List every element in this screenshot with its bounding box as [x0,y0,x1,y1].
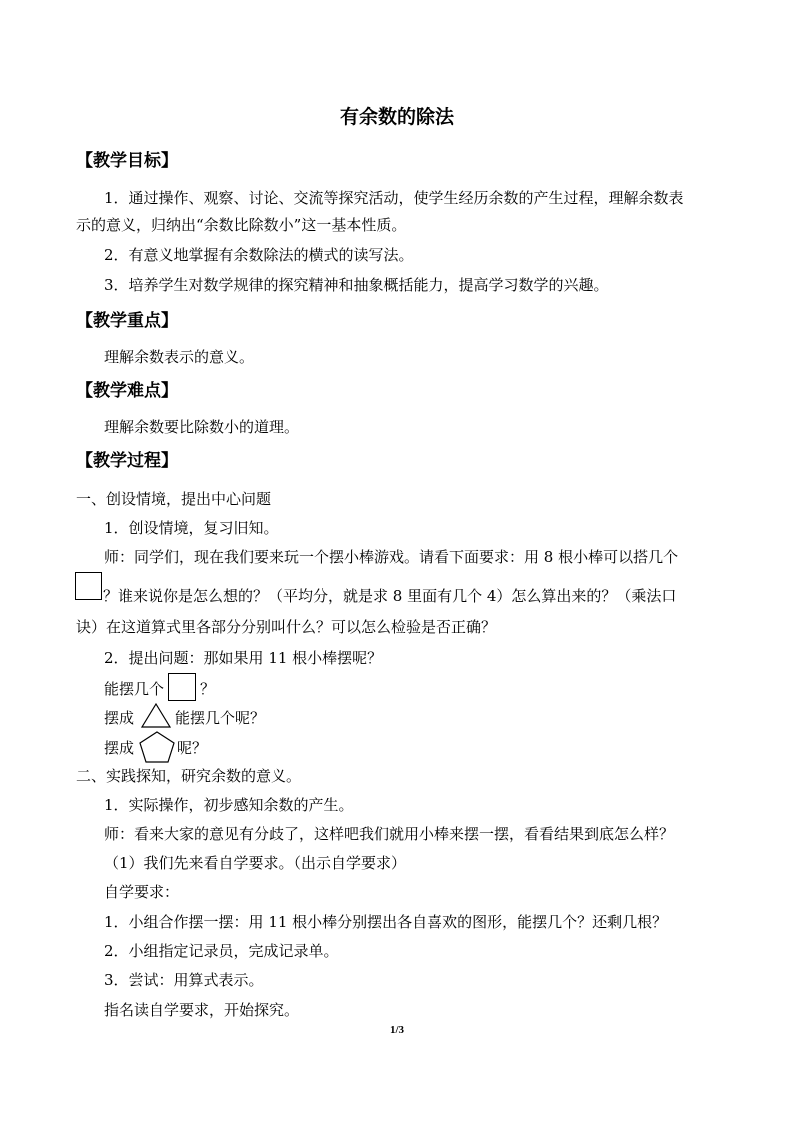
part-2-title: 二、实践探知，研究余数的意义。 [76,767,302,785]
question-square-text: 能摆几个 [104,680,165,698]
objectives-heading: 【教学目标】 [76,151,178,171]
question-triangle-text: 能摆几个呢？ [175,709,266,727]
objective-1-line-1: 1．通过操作、观察、讨论、交流等探究活动，使学生经历余数的产生过程，理解余数表 [104,189,684,207]
difficulty-heading: 【教学难点】 [76,381,178,401]
part-2-teacher: 师：看来大家的意见有分歧了，这样吧我们就用小棒来摆一摆，看看结果到底怎么样？ [104,825,675,843]
self-study-title: 自学要求： [104,883,180,901]
page-title: 有余数的除法 [339,106,454,128]
self-study-req-3: 3．尝试：用算式表示。 [104,971,264,989]
key-point-text: 理解余数表示的意义。 [104,348,255,366]
process-heading: 【教学过程】 [76,451,178,471]
page-number: 1/3 [389,1024,405,1036]
square-shape-icon [75,572,102,600]
question-square-mark: ？ [200,680,216,698]
square-shape-icon [168,673,196,701]
part-1-step-1: 1．创设情境，复习旧知。 [104,519,279,537]
question-triangle-prefix: 摆成 [104,709,135,727]
objective-2: 2．有意义地掌握有余数除法的横式的读写法。 [104,246,414,264]
question-pentagon-prefix: 摆成 [104,739,135,757]
pentagon-shape-icon [138,730,176,764]
self-study-req-2: 2．小组指定记录员，完成记录单。 [104,942,339,960]
part-1-teacher-line-2: ？谁来说你是怎么想的？（平均分，就是求 8 里面有几个 4）怎么算出来的？（乘法口 [103,587,677,605]
objective-1-line-2: 示的意义，归纳出“余数比除数小”这一基本性质。 [76,216,407,234]
part-1-teacher-line-1: 师：同学们，现在我们要来玩一个摆小棒游戏。请看下面要求：用 8 根小棒可以搭几个 [104,548,679,566]
objective-3: 3．培养学生对数学规律的探究精神和抽象概括能力，提高学习数学的兴趣。 [104,276,609,294]
part-2-step-1: 1．实际操作，初步感知余数的产生。 [104,796,354,814]
self-study-req-1: 1．小组合作摆一摆：用 11 根小棒分别摆出各自喜欢的图形，能摆几个？还剩几根？ [104,913,668,931]
part-1-title: 一、创设情境，提出中心问题 [76,490,272,508]
triangle-shape-icon [140,702,172,729]
key-point-heading: 【教学重点】 [76,311,178,331]
self-study-end: 指名读自学要求，开始探究。 [104,1001,300,1019]
part-2-sub-1: （1）我们先来看自学要求。（出示自学要求） [104,854,407,872]
question-pentagon-text: 呢？ [177,739,208,757]
part-1-teacher-line-3: 诀）在这道算式里各部分分别叫什么？可以怎么检验是否正确？ [76,618,497,636]
difficulty-text: 理解余数要比除数小的道理。 [104,418,300,436]
part-1-step-2: 2．提出问题：那如果用 11 根小棒摆呢？ [104,649,383,667]
